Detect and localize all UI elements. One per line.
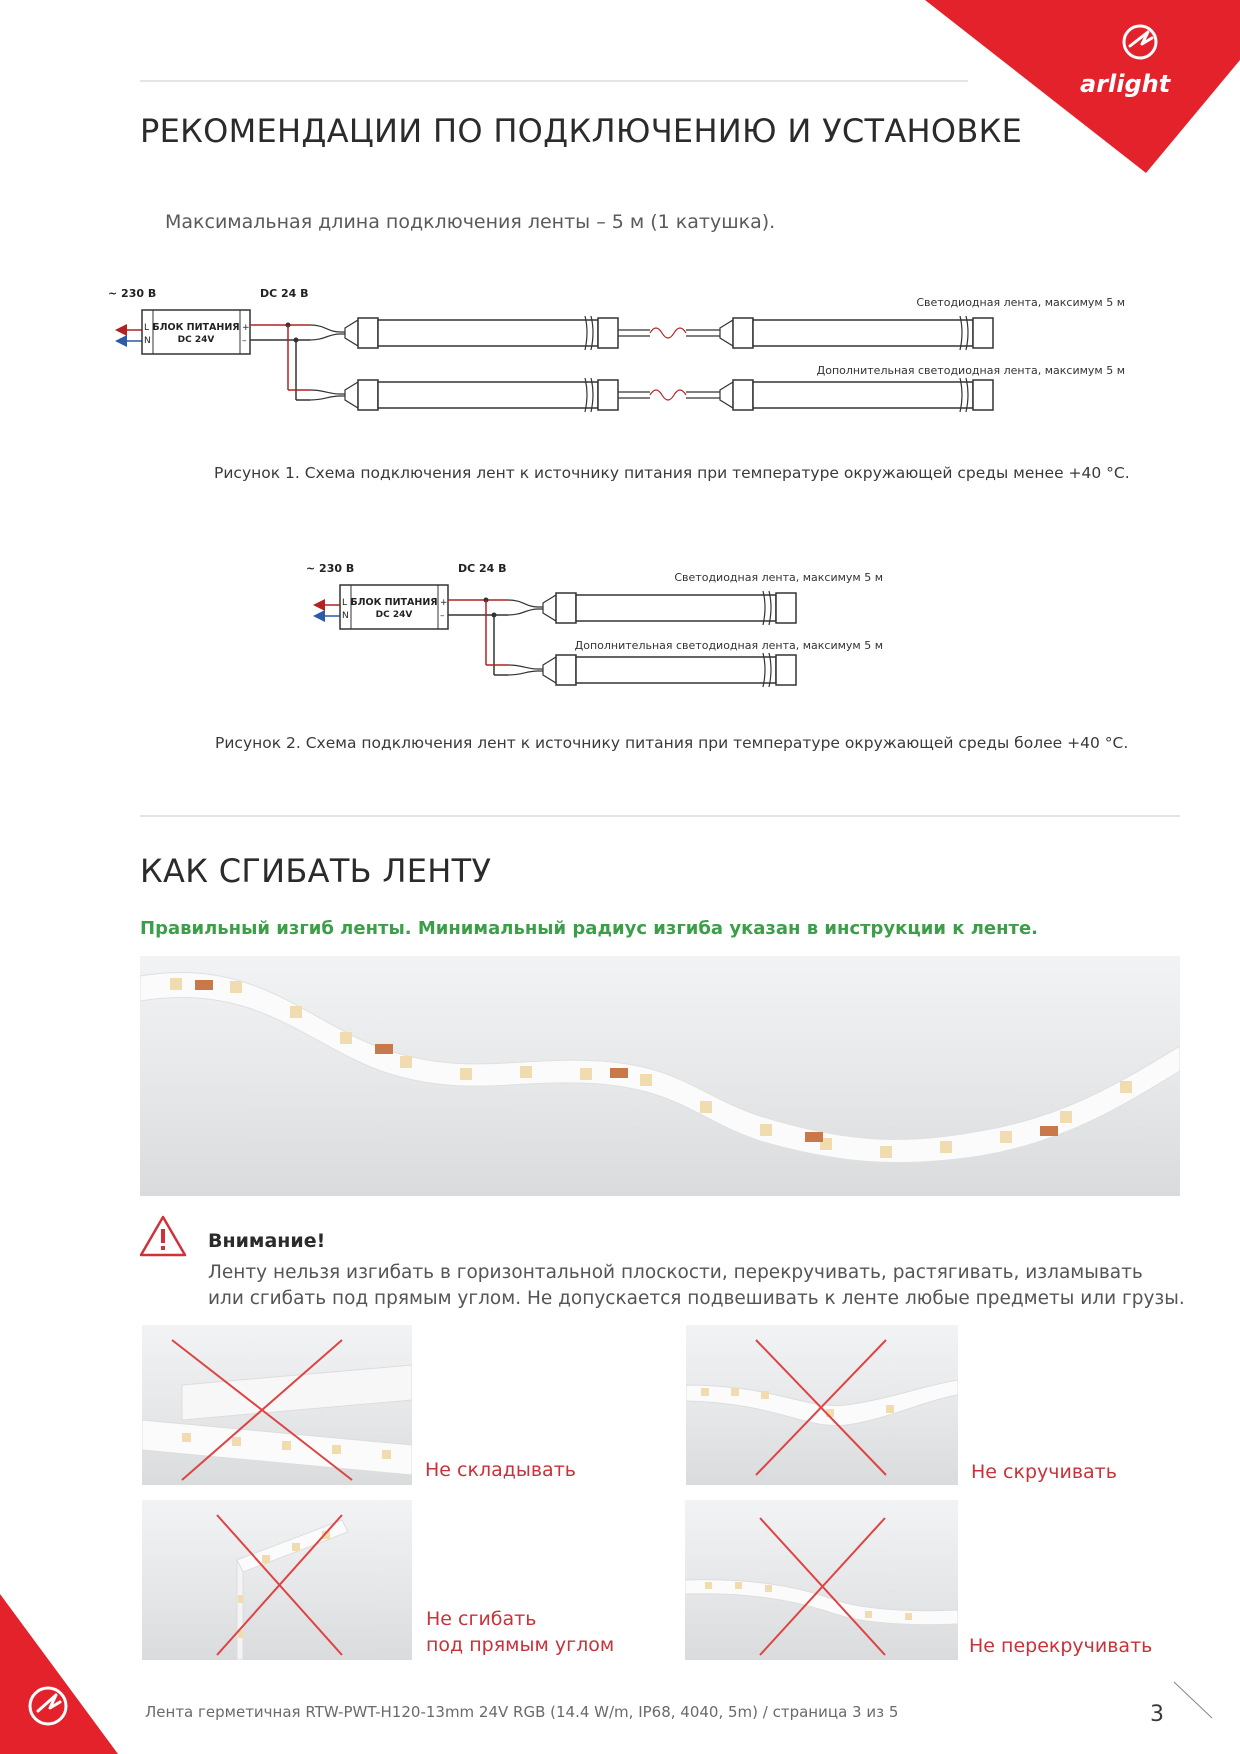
label-no-fold: Не складывать [425, 1459, 576, 1481]
extra-strip-label-2: Дополнительная светодиодная лента, максимум 5 м [574, 639, 883, 652]
section1-title: РЕКОМЕНДАЦИИ ПО ПОДКЛЮЧЕНИЮ И УСТАНОВКЕ [140, 112, 1023, 150]
figure2-wiring-diagram [298, 555, 918, 705]
dc-label-2: DC 24 В [458, 562, 507, 575]
strip-row1 [310, 316, 993, 350]
photo-no-twist [686, 1325, 958, 1485]
ac-label-2: ~ 230 В [306, 562, 355, 575]
footer-brand-corner [0, 1594, 120, 1754]
svg-text:+: + [242, 323, 250, 333]
svg-text:–: – [242, 336, 247, 346]
svg-text:+: + [440, 598, 448, 608]
svg-text:БЛОК ПИТАНИЯ: БЛОК ПИТАНИЯ [152, 322, 240, 333]
page-number: 3 [1150, 1702, 1164, 1727]
logo-text: arlight [1080, 70, 1171, 98]
figure1-wiring-diagram [100, 280, 1140, 430]
ac-label: ~ 230 В [108, 287, 157, 300]
warning-title: Внимание! [208, 1230, 326, 1252]
label-no-right-angle-1: Не сгибать [426, 1608, 537, 1630]
max-length-note: Максимальная длина подключения ленты – 5 м (1 катушка). [165, 211, 776, 233]
photo-no-right-angle [142, 1500, 412, 1660]
figure1-caption: Рисунок 1. Схема подключения лент к источнику питания при температуре окружающей среды менее +40 °С. [214, 464, 1130, 482]
strip-row1-fig2 [508, 591, 796, 625]
correct-bend-note: Правильный изгиб ленты. Минимальный радиус изгиба указан в инструкции к ленте. [140, 918, 1039, 939]
strip-row2-fig2 [508, 653, 796, 687]
label-no-twist: Не скручивать [971, 1461, 1117, 1483]
svg-text:DC 24V: DC 24V [375, 610, 413, 620]
svg-text:–: – [440, 611, 445, 621]
section2-title: КАК СГИБАТЬ ЛЕНТУ [140, 852, 492, 890]
middle-divider [140, 815, 1180, 817]
correct-bend-photo [140, 956, 1180, 1196]
svg-text:DC 24V: DC 24V [177, 335, 215, 345]
dc-label: DC 24 В [260, 287, 309, 300]
svg-text:N: N [342, 611, 349, 621]
photo-no-fold [142, 1325, 412, 1485]
warning-triangle-icon [138, 1214, 188, 1258]
strip-label: Светодиодная лента, максимум 5 м [916, 296, 1125, 309]
label-no-overtwist: Не перекручивать [969, 1635, 1153, 1657]
svg-text:L: L [342, 598, 348, 608]
top-divider [140, 80, 968, 82]
figure2-caption: Рисунок 2. Схема подключения лент к источнику питания при температуре окружающей среды более +40 °С. [215, 734, 1129, 752]
svg-text:L: L [144, 323, 150, 333]
strip-row2 [310, 378, 993, 412]
label-no-right-angle-2: под прямым углом [426, 1634, 615, 1656]
warning-line1: Ленту нельзя изгибать в горизонтальной плоскости, перекручивать, растягивать, изламывать [208, 1262, 1143, 1283]
strip-label-2: Светодиодная лента, максимум 5 м [674, 571, 883, 584]
svg-text:N: N [144, 336, 151, 346]
warning-line2: или сгибать под прямым углом. Не допускается подвешивать к ленте любые предметы или грузы. [208, 1288, 1185, 1309]
bent-strip-illustration [140, 956, 1180, 1196]
footer-product-info: Лента герметичная RTW-PWT-H120-13mm 24V RGB (14.4 W/m, IP68, 4040, 5m) / страница 3 из 5 [145, 1703, 899, 1721]
extra-strip-label: Дополнительная светодиодная лента, максимум 5 м [816, 364, 1125, 377]
photo-no-overtwist [685, 1500, 958, 1660]
svg-text:БЛОК ПИТАНИЯ: БЛОК ПИТАНИЯ [350, 597, 438, 608]
page-corner-line [1172, 1680, 1222, 1720]
